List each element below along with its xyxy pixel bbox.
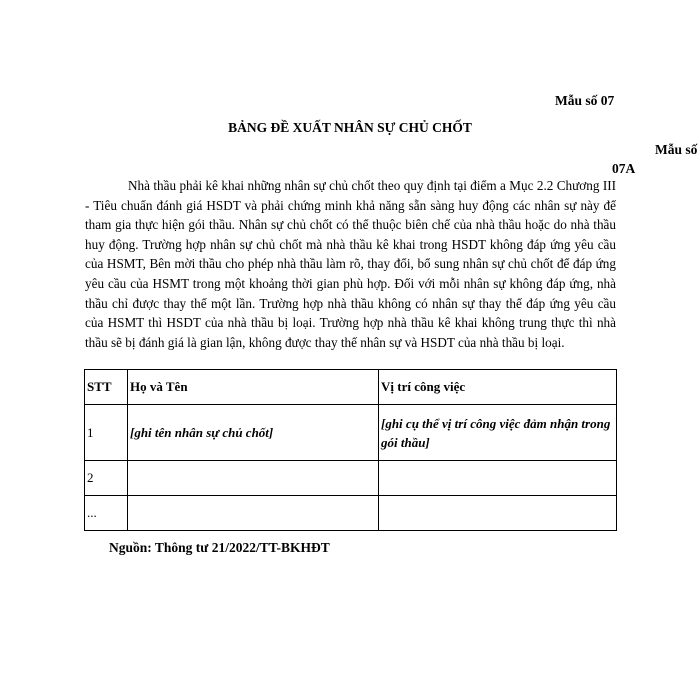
form-number-alt-line1: Mẫu số [655, 142, 698, 157]
cell-stt: 1 [85, 405, 128, 461]
cell-name: [ghi tên nhân sự chủ chốt] [128, 405, 379, 461]
cell-stt: 2 [85, 461, 128, 496]
key-personnel-table [84, 369, 617, 531]
cell-position: [ghi cụ thể vị trí công việc đảm nhận trong gói thầu] [379, 405, 617, 461]
table-row [85, 461, 617, 496]
cell-position [379, 496, 617, 531]
form-number-alt-line2: 07A [612, 161, 636, 176]
cell-name [128, 461, 379, 496]
source-note: Nguồn: Thông tư 21/2022/TT-BKHĐT [109, 540, 330, 555]
cell-name [128, 496, 379, 531]
header-name: Họ và Tên [128, 370, 379, 405]
table-row [85, 405, 617, 461]
form-number: Mẫu số 07 [555, 93, 615, 108]
header-position: Vị trí công việc [379, 370, 617, 405]
table-row [85, 496, 617, 531]
document-title [0, 120, 700, 136]
header-stt: STT [85, 370, 128, 405]
cell-position [379, 461, 617, 496]
cell-stt: ... [85, 496, 128, 531]
document-title-text: BẢNG ĐỀ XUẤT NHÂN SỰ CHỦ CHỐT [228, 120, 472, 135]
table-header-row [85, 370, 617, 405]
instruction-paragraph: Nhà thầu phải kê khai những nhân sự chủ chốt theo quy định tại điểm a Mục 2.2 Chương III - Tiêu chuẩn đánh giá HSDT và phải chứng minh khả năng sẵn sàng huy động các nhân sự này để tham gia thực hiện gói thầu. Nhân sự chủ chốt có thể thuộc biên chế của nhà thầu hoặc do nhà thầu huy động. Trường hợp nhân sự chủ chốt mà nhà thầu kê khai trong HSDT không đáp ứng yêu cầu của HSMT, Bên mời thầu cho phép nhà thầu làm rõ, thay đổi, bổ sung nhân sự chủ chốt để đáp ứng yêu cầu của HSMT trong một khoảng thời gian phù hợp. Đối với mỗi nhân sự không đáp ứng, nhà thầu chỉ được thay thế một lần. Trường hợp nhà thầu không có nhân sự thay thế đáp ứng yêu cầu của HSMT thì HSDT của nhà thầu bị loại. Trường hợp nhà thầu kê khai không trung thực thì nhà thầu sẽ bị đánh giá là gian lận, không được thay thế nhân sự và HSDT của nhà thầu bị loại. [85, 178, 616, 350]
